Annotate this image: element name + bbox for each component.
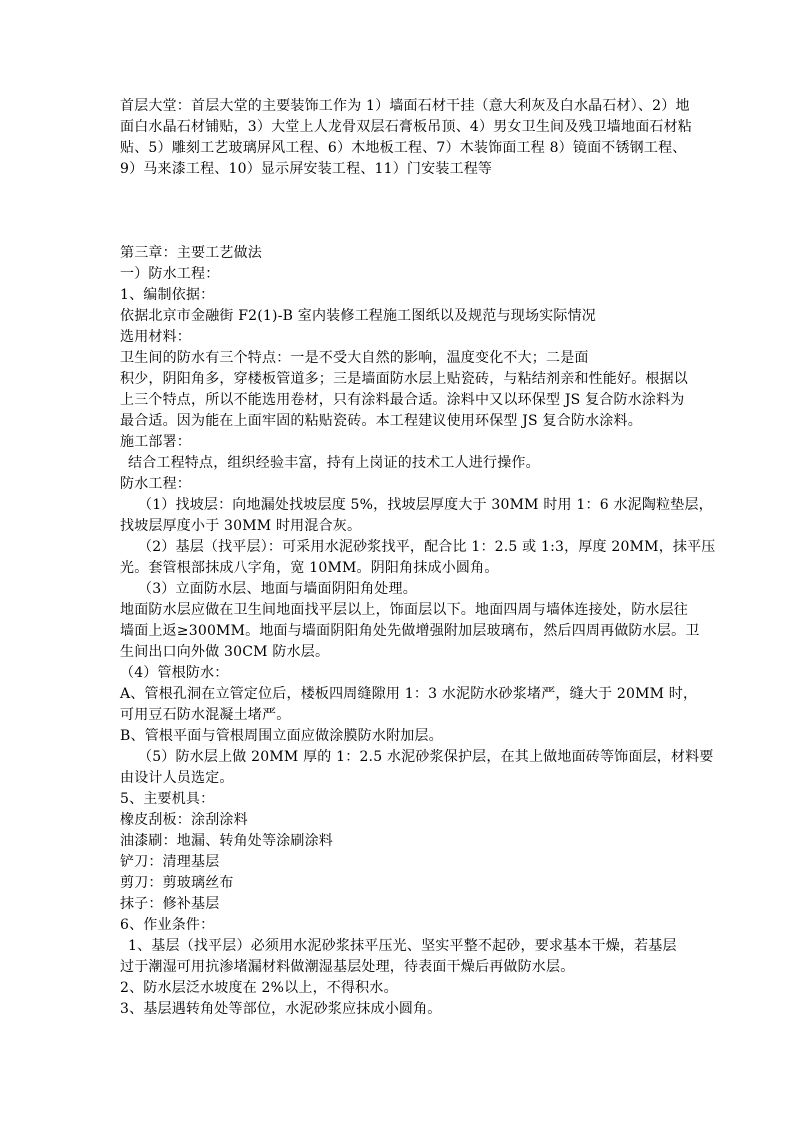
step3-heading: （3）立面防水层、地面与墙面阴阳角处理。 <box>138 581 417 597</box>
deploy-heading: 施工部署： <box>120 434 191 450</box>
step3-text-1: 地面防水层应做在卫生间地面找平层以上，饰面层以下。地面四周与墙体连接处，防水层往 <box>120 602 688 618</box>
intro-line-2: 面白水晶石材铺贴，3）大堂上人龙骨双层石膏板吊顶、4）男女卫生间及残卫墙地面石材粘 <box>120 119 693 135</box>
material-heading: 选用材料： <box>120 329 191 345</box>
intro-line-1: 首层大堂：首层大堂的主要装饰工作为 1）墙面石材干挂（意大利灰及白水晶石材）、2）地 <box>120 98 690 114</box>
step4-b: B、管根平面与管根周围立面应做涂膜防水附加层。 <box>120 728 443 744</box>
intro-line-3: 贴、5）雕刻工艺玻璃屏风工程、6）木地板工程、7）木装饰面工程 8）镜面不锈钢工程、 <box>120 140 687 156</box>
basis-text: 依据北京市金融街 F2(1)-B 室内装修工程施工图纸以及规范与现场实际情况 <box>120 308 596 324</box>
step2-line-2: 光。套管根部抹成八字角，宽 10MM。阴阳角抹成小圆角。 <box>120 560 499 576</box>
step5-line-1: （5）防水层上做 20MM 厚的 1：2.5 水泥砂浆保护层，在其上做地面砖等饰面层，材料要 <box>138 749 714 765</box>
conditions-heading: 6、作业条件： <box>120 917 215 933</box>
step1-line-1: （1）找坡层：向地漏处找坡层度 5%，找坡层厚度大于 30MM 时用 1：6 水泥陶粒垫层， <box>138 497 713 513</box>
deploy-text: 结合工程特点，组织经验丰富，持有上岗证的技术工人进行操作。 <box>128 455 540 471</box>
tool-item-5: 抹子：修补基层 <box>120 896 220 912</box>
condition3: 3、基层遇转角处等部位，水泥砂浆应抹成小圆角。 <box>120 1001 442 1017</box>
material-text-2: 积少，阴阳角多，穿楼板管道多；三是墙面防水层上贴瓷砖，与粘结剂亲和性能好。根据以 <box>120 371 688 387</box>
step4-a-line-2: 可用豆石防水混凝土堵严。 <box>120 707 291 723</box>
condition1-line-1: 1、基层（找平层）必须用水泥砂浆抹平压光、坚实平整不起砂，要求基本干燥，若基层 <box>128 938 677 954</box>
basis-heading: 1、编制依据： <box>120 287 215 303</box>
section-title: 一）防水工程： <box>120 266 220 282</box>
tools-heading: 5、主要机具： <box>120 791 215 807</box>
condition2: 2、防水层泛水坡度在 2%以上，不得积水。 <box>120 980 398 996</box>
step3-text-3: 生间出口向外做 30CM 防水层。 <box>120 644 330 660</box>
material-text-3: 上三个特点，所以不能选用卷材，只有涂料最合适。涂料中又以环保型 JS 复合防水涂料为 <box>120 392 685 408</box>
material-text-4: 最合适。因为能在上面牢固的粘贴瓷砖。本工程建议使用环保型 JS 复合防水涂料。 <box>120 413 642 429</box>
step4-heading: （4）管根防水： <box>120 665 229 681</box>
step5-line-2: 由设计人员选定。 <box>120 770 234 786</box>
tool-item-4: 剪刀：剪玻璃丝布 <box>120 875 234 891</box>
waterproof-heading: 防水工程： <box>120 476 191 492</box>
tool-item-1: 橡皮刮板：涂刮涂料 <box>120 812 248 828</box>
condition1-line-2: 过于潮湿可用抗渗堵漏材料做潮湿基层处理，待表面干燥后再做防水层。 <box>120 959 575 975</box>
chapter-title: 第三章：主要工艺做法 <box>120 245 262 261</box>
material-text-1: 卫生间的防水有三个特点：一是不受大自然的影响，温度变化不大；二是面 <box>120 350 589 366</box>
step2-line-1: （2）基层（找平层）：可采用水泥砂浆找平，配合比 1：2.5 或 1:3，厚度 20MM，抹平压 <box>138 539 716 555</box>
tool-item-3: 铲刀：清理基层 <box>120 854 220 870</box>
intro-line-4: 9）马来漆工程、10）显示屏安装工程、11）门安装工程等 <box>120 161 493 177</box>
step4-a-line-1: A、管根孔洞在立管定位后，楼板四周缝隙用 1：3 水泥防水砂浆堵严，缝大于 20MM 时， <box>120 686 698 702</box>
tool-item-2: 油漆刷：地漏、转角处等涂刷涂料 <box>120 833 333 849</box>
step1-line-2: 找坡层厚度小于 30MM 时用混合灰。 <box>120 518 362 534</box>
step3-text-2: 墙面上返≥300MM。地面与墙面阴阳角处先做增强附加层玻璃布，然后四周再做防水层。卫 <box>120 623 700 639</box>
